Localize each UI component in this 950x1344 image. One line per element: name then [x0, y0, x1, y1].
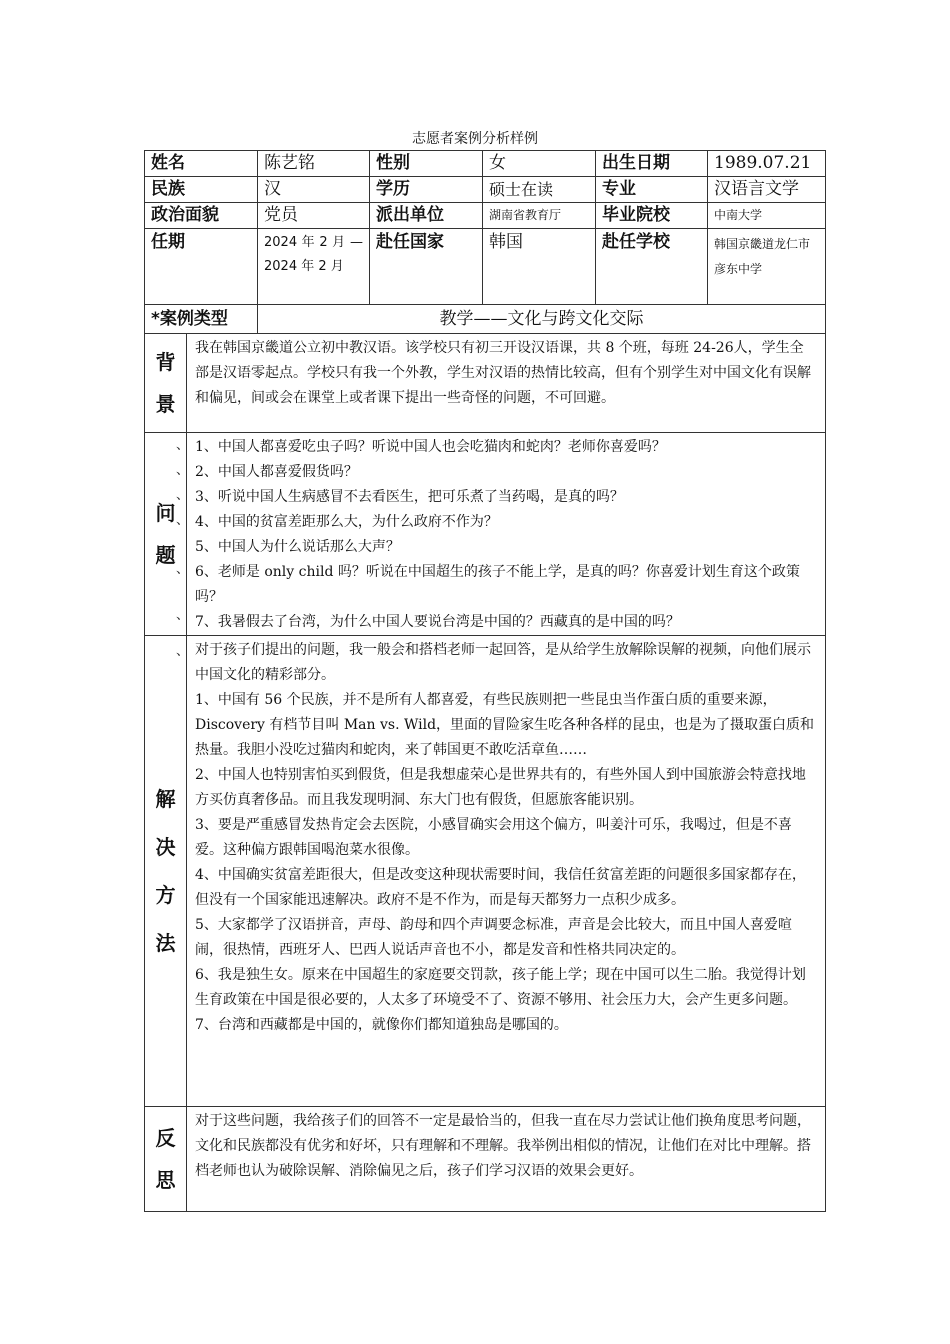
graduate-label: 毕业院校	[596, 203, 708, 229]
solutions-label-char: 方	[155, 883, 176, 907]
stray-mark: 、	[176, 438, 190, 453]
solution-item: 1、中国有 56 个民族，并不是所有人都喜爱，有些民族则把一些昆虫当作蛋白质的重要来源，Discovery 有档节目叫 Man vs. Wild，里面的冒险家生吃各种各样的昆虫，也是为了摄取蛋白质和热量。我胆小没吃过猫肉和蛇肉，来了韩国更不敢吃活章鱼……	[195, 692, 815, 758]
row-reflection	[145, 1107, 826, 1212]
case-type-label: *案例类型	[145, 305, 258, 334]
case-form-table	[144, 150, 826, 1212]
politics-label: 政治面貌	[145, 203, 258, 229]
solutions-label-char: 法	[155, 931, 176, 955]
birth-label: 出生日期	[596, 151, 708, 177]
dispatch-label: 派出单位	[370, 203, 483, 229]
solutions-label-char: 解	[155, 787, 176, 811]
page-title: 志愿者案例分析样例	[412, 131, 538, 147]
reflection-side-label	[145, 1107, 187, 1212]
solution-item: 3、要是严重感冒发热肯定会去医院，小感冒确实会用这个偏方，叫姜汁可乐，我喝过，但是不喜爱。这种偏方跟韩国喝泡菜水很像。	[195, 817, 792, 858]
major-value: 汉语言文学	[708, 177, 826, 203]
background-text: 我在韩国京畿道公立初中教汉语。该学校只有初三开设汉语课，共 8 个班，每班 24-26人，学生全部是汉语零起点。学校只有我一个外教，学生对汉语的热情比较高，但有个别学生对中国文化有误解和偏见，间或会在课堂上或者课下提出一些奇怪的问题，不可回避。	[187, 334, 826, 433]
gender-value: 女	[483, 151, 596, 177]
stray-mark: 、	[176, 562, 190, 577]
education-label: 学历	[370, 177, 483, 203]
solutions-list	[187, 636, 826, 1107]
stray-mark: 、	[176, 608, 190, 623]
case-type-value: 教学——文化与跨文化交际	[258, 305, 826, 334]
solutions-side-label	[145, 636, 190, 1107]
ethnicity-value: 汉	[258, 177, 370, 203]
problem-item: 5、中国人为什么说话那么大声？	[195, 539, 400, 555]
problem-item: 4、中国的贫富差距那么大，为什么政府不作为？	[195, 514, 498, 530]
background-side-label	[145, 334, 187, 433]
major-label: 专业	[596, 177, 708, 203]
problem-item: 6、老师是 only child 吗？听说在中国超生的孩子不能上学，是真的吗？你喜爱计划生育这个政策吗？	[195, 564, 800, 605]
tenure-value: 2024 年 2 月 — 2024 年 2 月	[258, 229, 370, 305]
row-tenure	[145, 229, 826, 305]
politics-value: 党员	[258, 203, 370, 229]
solution-intro: 对于孩子们提出的问题，我一般会和搭档老师一起回答，是从给学生放解除误解的视频，向他们展示中国文化的精彩部分。	[195, 642, 811, 683]
name-label: 姓名	[145, 151, 258, 177]
row-ethnicity	[145, 177, 826, 203]
background-label-char: 景	[155, 392, 176, 416]
solution-item: 7、台湾和西藏都是中国的，就像你们都知道独岛是哪国的。	[195, 1017, 568, 1033]
graduate-value: 中南大学	[708, 203, 826, 229]
gender-label: 性别	[370, 151, 483, 177]
row-problems	[145, 433, 826, 636]
stray-mark: 、	[176, 463, 190, 478]
row-case-type	[145, 305, 826, 334]
solution-item: 4、中国确实贫富差距很大，但是改变这种现状需要时间，我信任贫富差距的问题很多国家都存在，但没有一个国家能迅速解决。政府不是不作为，而是每天都努力一点积少成多。	[195, 867, 806, 908]
background-label-char: 背	[155, 350, 176, 374]
problems-label-char: 问	[155, 501, 176, 525]
row-background	[145, 334, 826, 433]
stray-mark: 、	[176, 488, 190, 503]
birth-value: 1989.07.21	[708, 151, 826, 177]
row-solutions	[145, 636, 826, 1107]
problems-list	[187, 433, 826, 636]
problem-item: 3、听说中国人生病感冒不去看医生，把可乐煮了当药喝，是真的吗？	[195, 489, 624, 505]
solutions-label-char: 决	[155, 835, 176, 859]
ethnicity-label: 民族	[145, 177, 258, 203]
solution-item: 5、大家都学了汉语拼音，声母、韵母和四个声调要念标准，声音是会比较大，而且中国人喜爱喧闹，很热情，西班牙人、巴西人说话声音也不小，都是发音和性格共同决定的。	[195, 917, 792, 958]
reflection-label-char: 思	[155, 1168, 176, 1192]
problem-item: 7、我暑假去了台湾，为什么中国人要说台湾是中国的？西藏真的是中国的吗？	[195, 614, 680, 630]
row-politics	[145, 203, 826, 229]
reflection-text: 对于这些问题，我给孩子们的回答不一定是最恰当的，但我一直在尽力尝试让他们换角度思考问题，文化和民族都没有优劣和好坏，只有理解和不理解。我举例出相似的情况，让他们在对比中理解。搭档老师也认为破除误解、消除偏见之后，孩子们学习汉语的效果会更好。	[187, 1107, 826, 1212]
row-name	[145, 151, 826, 177]
problem-item: 1、中国人都喜爱吃虫子吗？听说中国人也会吃猫肉和蛇肉？老师你喜爱吗？	[195, 439, 666, 455]
country-label: 赴任国家	[370, 229, 483, 305]
school-value: 韩国京畿道龙仁市彦东中学	[708, 229, 826, 305]
reflection-label-char: 反	[155, 1126, 176, 1150]
name-value: 陈艺铭	[258, 151, 370, 177]
problems-label-char: 题	[155, 543, 176, 567]
education-value: 硕士在读	[483, 177, 596, 203]
solution-item: 2、中国人也特别害怕买到假货，但是我想虚荣心是世界共有的，有些外国人到中国旅游会特意找地方买仿真奢侈品。而且我发现明洞、东大门也有假货，但愿旅客能识别。	[195, 767, 806, 808]
problem-item: 2、中国人都喜爱假货吗？	[195, 464, 358, 480]
solution-item: 6、我是独生女。原来在中国超生的家庭要交罚款，孩子能上学；现在中国可以生二胎。我觉得计划生育政策在中国是很必要的，人太多了环境受不了、资源不够用、社会压力大，会产生更多问题。	[195, 967, 806, 1008]
dispatch-value: 湖南省教育厅	[483, 203, 596, 229]
stray-mark: 、	[176, 644, 190, 659]
stray-mark: 、	[176, 513, 190, 528]
school-label: 赴任学校	[596, 229, 708, 305]
country-value: 韩国	[483, 229, 596, 305]
tenure-label: 任期	[145, 229, 258, 305]
